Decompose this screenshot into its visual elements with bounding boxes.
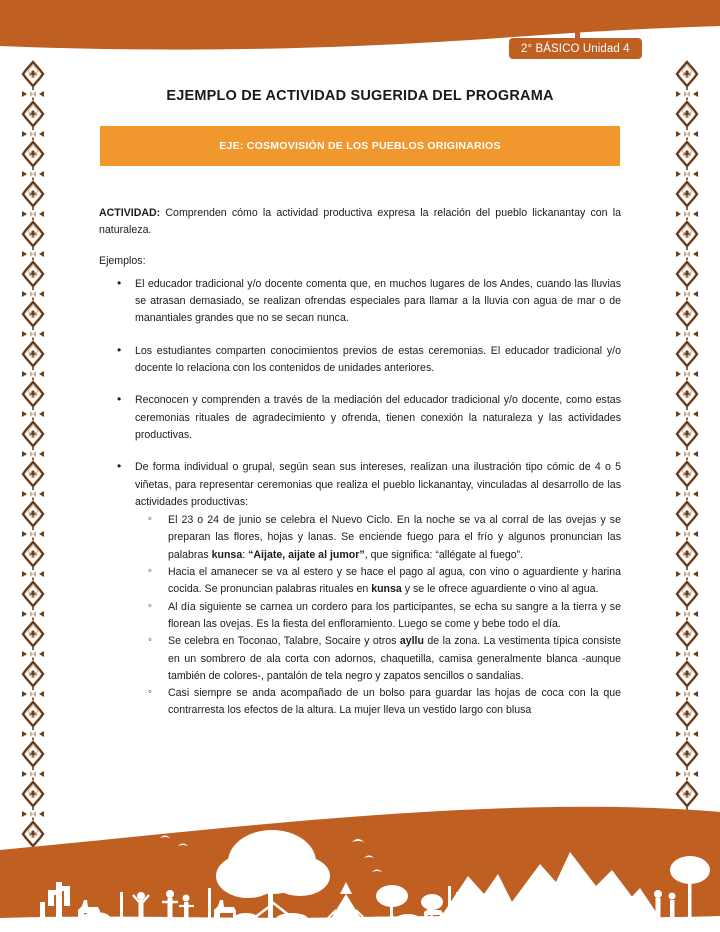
list-item bbox=[99, 343, 621, 378]
unit-badge: 2° BÁSICO Unidad 4 bbox=[509, 38, 642, 59]
activity-paragraph bbox=[99, 205, 621, 240]
bullet-list bbox=[99, 276, 621, 720]
list-item bbox=[135, 633, 621, 685]
top-banner bbox=[0, 0, 720, 72]
activity-label: ACTIVIDAD: bbox=[99, 207, 161, 219]
activity-text: Comprenden cómo la actividad productiva expresa la relación del pueblo lickanantay con la naturaleza. bbox=[99, 207, 621, 237]
sub-bullet-bold: kunsa bbox=[371, 583, 402, 596]
sub-bullet-text: Al día siguiente se carnea un cordero para los participantes, se echa su sangre a la tierra y se florean las ovejas. Es la fiesta del enfloramiento. Luego se come y bebe todo el día. bbox=[168, 600, 621, 630]
list-item bbox=[99, 459, 621, 719]
sub-bullet-bold: “Aijate, aijate al jumor” bbox=[248, 548, 365, 561]
bullet-text: De forma individual o grupal, según sean sus intereses, realizan una ilustración tipo cómic de 4 o 5 viñetas, para representar ceremonias que realiza el pueblo lickanantay, vinculadas al desarrollo de las actividades productivas: bbox=[135, 461, 621, 508]
eje-banner-label: EJE: COSMOVISIÓN DE LOS PUEBLOS ORIGINARIOS bbox=[219, 140, 501, 152]
bullet-text: Los estudiantes comparten conocimientos previos de estas ceremonias. El educador tradicional y/o docente lo relaciona con los contenidos de unidades anteriores. bbox=[135, 344, 621, 375]
eje-banner bbox=[100, 126, 620, 166]
sub-bullet-list bbox=[135, 512, 621, 720]
list-item bbox=[135, 685, 621, 720]
sub-bullet-text: Se celebra en Toconao, Talabre, Socaire y otros bbox=[168, 635, 400, 648]
right-decorative-border bbox=[674, 60, 700, 850]
sub-bullet-text: Casi siempre se anda acompañado de un bolso para guardar las hojas de coca con la que contrarresta los efectos de la altura. La mujer lleva un vestido largo con blusa bbox=[168, 687, 621, 717]
sub-bullet-text: , que significa: “allégate al fuego”. bbox=[364, 548, 524, 561]
sub-bullet-text: Hacia el amanecer se va al estero y se hace el pago al agua, con vino o aguardiente y harina cocida. Se pronuncian palabras rituales en bbox=[168, 566, 621, 596]
list-item bbox=[99, 392, 621, 444]
list-item bbox=[135, 599, 621, 634]
sub-bullet-bold: ayllu bbox=[399, 635, 424, 648]
sub-bullet-text: El 23 o 24 de junio se celebra el Nuevo Ciclo. En la noche se va al corral de las ovejas y se preparan las flores, hojas y lanas. Se enciende fuego para el frío y algunos pronuncian las palabras bbox=[168, 514, 621, 561]
list-item bbox=[99, 276, 621, 328]
list-item bbox=[135, 512, 621, 564]
sub-bullet-bold: kunsa bbox=[211, 548, 243, 561]
left-decorative-border bbox=[20, 60, 46, 850]
bullet-text: El educador tradicional y/o docente comenta que, en muchos lugares de los Andes, cuando las lluvias se atrasan demasiado, se realizan ofrendas especiales para llamar a la lluvia con agua de mar o de manantiales grandes que no se secan nunca. bbox=[135, 277, 621, 325]
sub-bullet-text: y se le ofrece aguardiente o vino al agua. bbox=[401, 583, 599, 596]
sub-bullet-text: : bbox=[242, 548, 249, 561]
page-title: EJEMPLO DE ACTIVIDAD SUGERIDA DEL PROGRAMA bbox=[166, 88, 554, 104]
sub-bullet-text: de la zona. La vestimenta típica consiste en un sombrero de ala corta con adornos, chaquetilla, camisa generalmente blanca -aunque también de colores-, pantalón de tela negro y zapatos sencillos o sandalias. bbox=[168, 635, 621, 682]
list-item bbox=[135, 564, 621, 599]
body-text bbox=[99, 205, 621, 722]
bullet-text: Reconocen y comprenden a través de la mediación del educador tradicional y/o docente, como estas ceremonias rituales de agradecimiento y ofrenda, tienen conexión la naturaleza y las actividades productivas. bbox=[135, 394, 621, 441]
footer-illustration bbox=[0, 790, 720, 932]
examples-label: Ejemplos: bbox=[99, 254, 146, 267]
